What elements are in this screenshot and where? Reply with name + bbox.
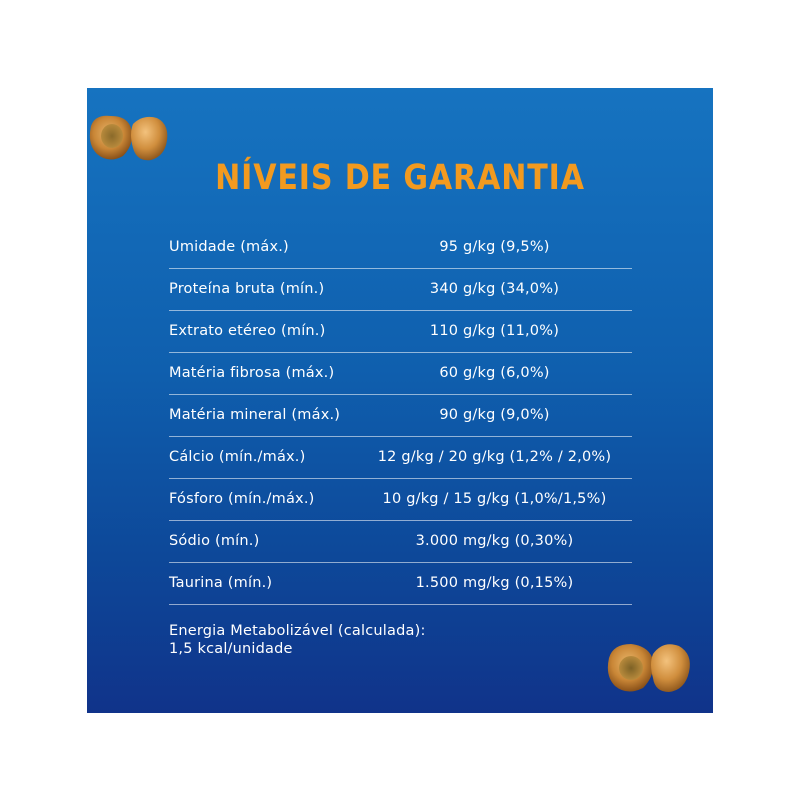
row-label: Matéria mineral (máx.) [169,407,341,423]
row-value: 340 g/kg (34,0%) [429,281,560,297]
energy-label: Energia Metabolizável (calculada): [169,623,426,639]
table-row [169,479,632,521]
row-value: 90 g/kg (9,0%) [439,407,550,423]
row-label: Fósforo (mín./máx.) [169,491,315,507]
table-row [169,437,632,479]
energy-value: 1,5 kcal/unidade [169,641,293,657]
row-label: Cálcio (mín./máx.) [169,449,306,465]
guarantee-table [169,227,632,605]
table-row [169,227,632,269]
row-value: 3.000 mg/kg (0,30%) [415,533,574,549]
row-label: Sódio (mín.) [169,533,260,549]
row-label: Umidade (máx.) [169,239,289,255]
table-row [169,311,632,353]
page-title: NÍVEIS DE GARANTIA [215,158,585,198]
table-row [169,395,632,437]
guarantee-panel [87,88,713,713]
table-row [169,521,632,563]
row-value: 110 g/kg (11,0%) [429,323,560,339]
row-value: 1.500 mg/kg (0,15%) [415,575,574,591]
table-row [169,269,632,311]
row-label: Extrato etéreo (mín.) [169,323,326,339]
row-value: 10 g/kg / 15 g/kg (1,0%/1,5%) [382,491,607,507]
row-label: Proteína bruta (mín.) [169,281,325,297]
row-value: 12 g/kg / 20 g/kg (1,2% / 2,0%) [377,449,612,465]
row-value: 95 g/kg (9,5%) [439,239,550,255]
kibble-image-bottom [605,636,695,698]
table-row [169,353,632,395]
energy-note [169,622,426,658]
row-value: 60 g/kg (6,0%) [439,365,550,381]
row-label: Taurina (mín.) [169,575,273,591]
table-row [169,563,632,605]
row-label: Matéria fibrosa (máx.) [169,365,335,381]
